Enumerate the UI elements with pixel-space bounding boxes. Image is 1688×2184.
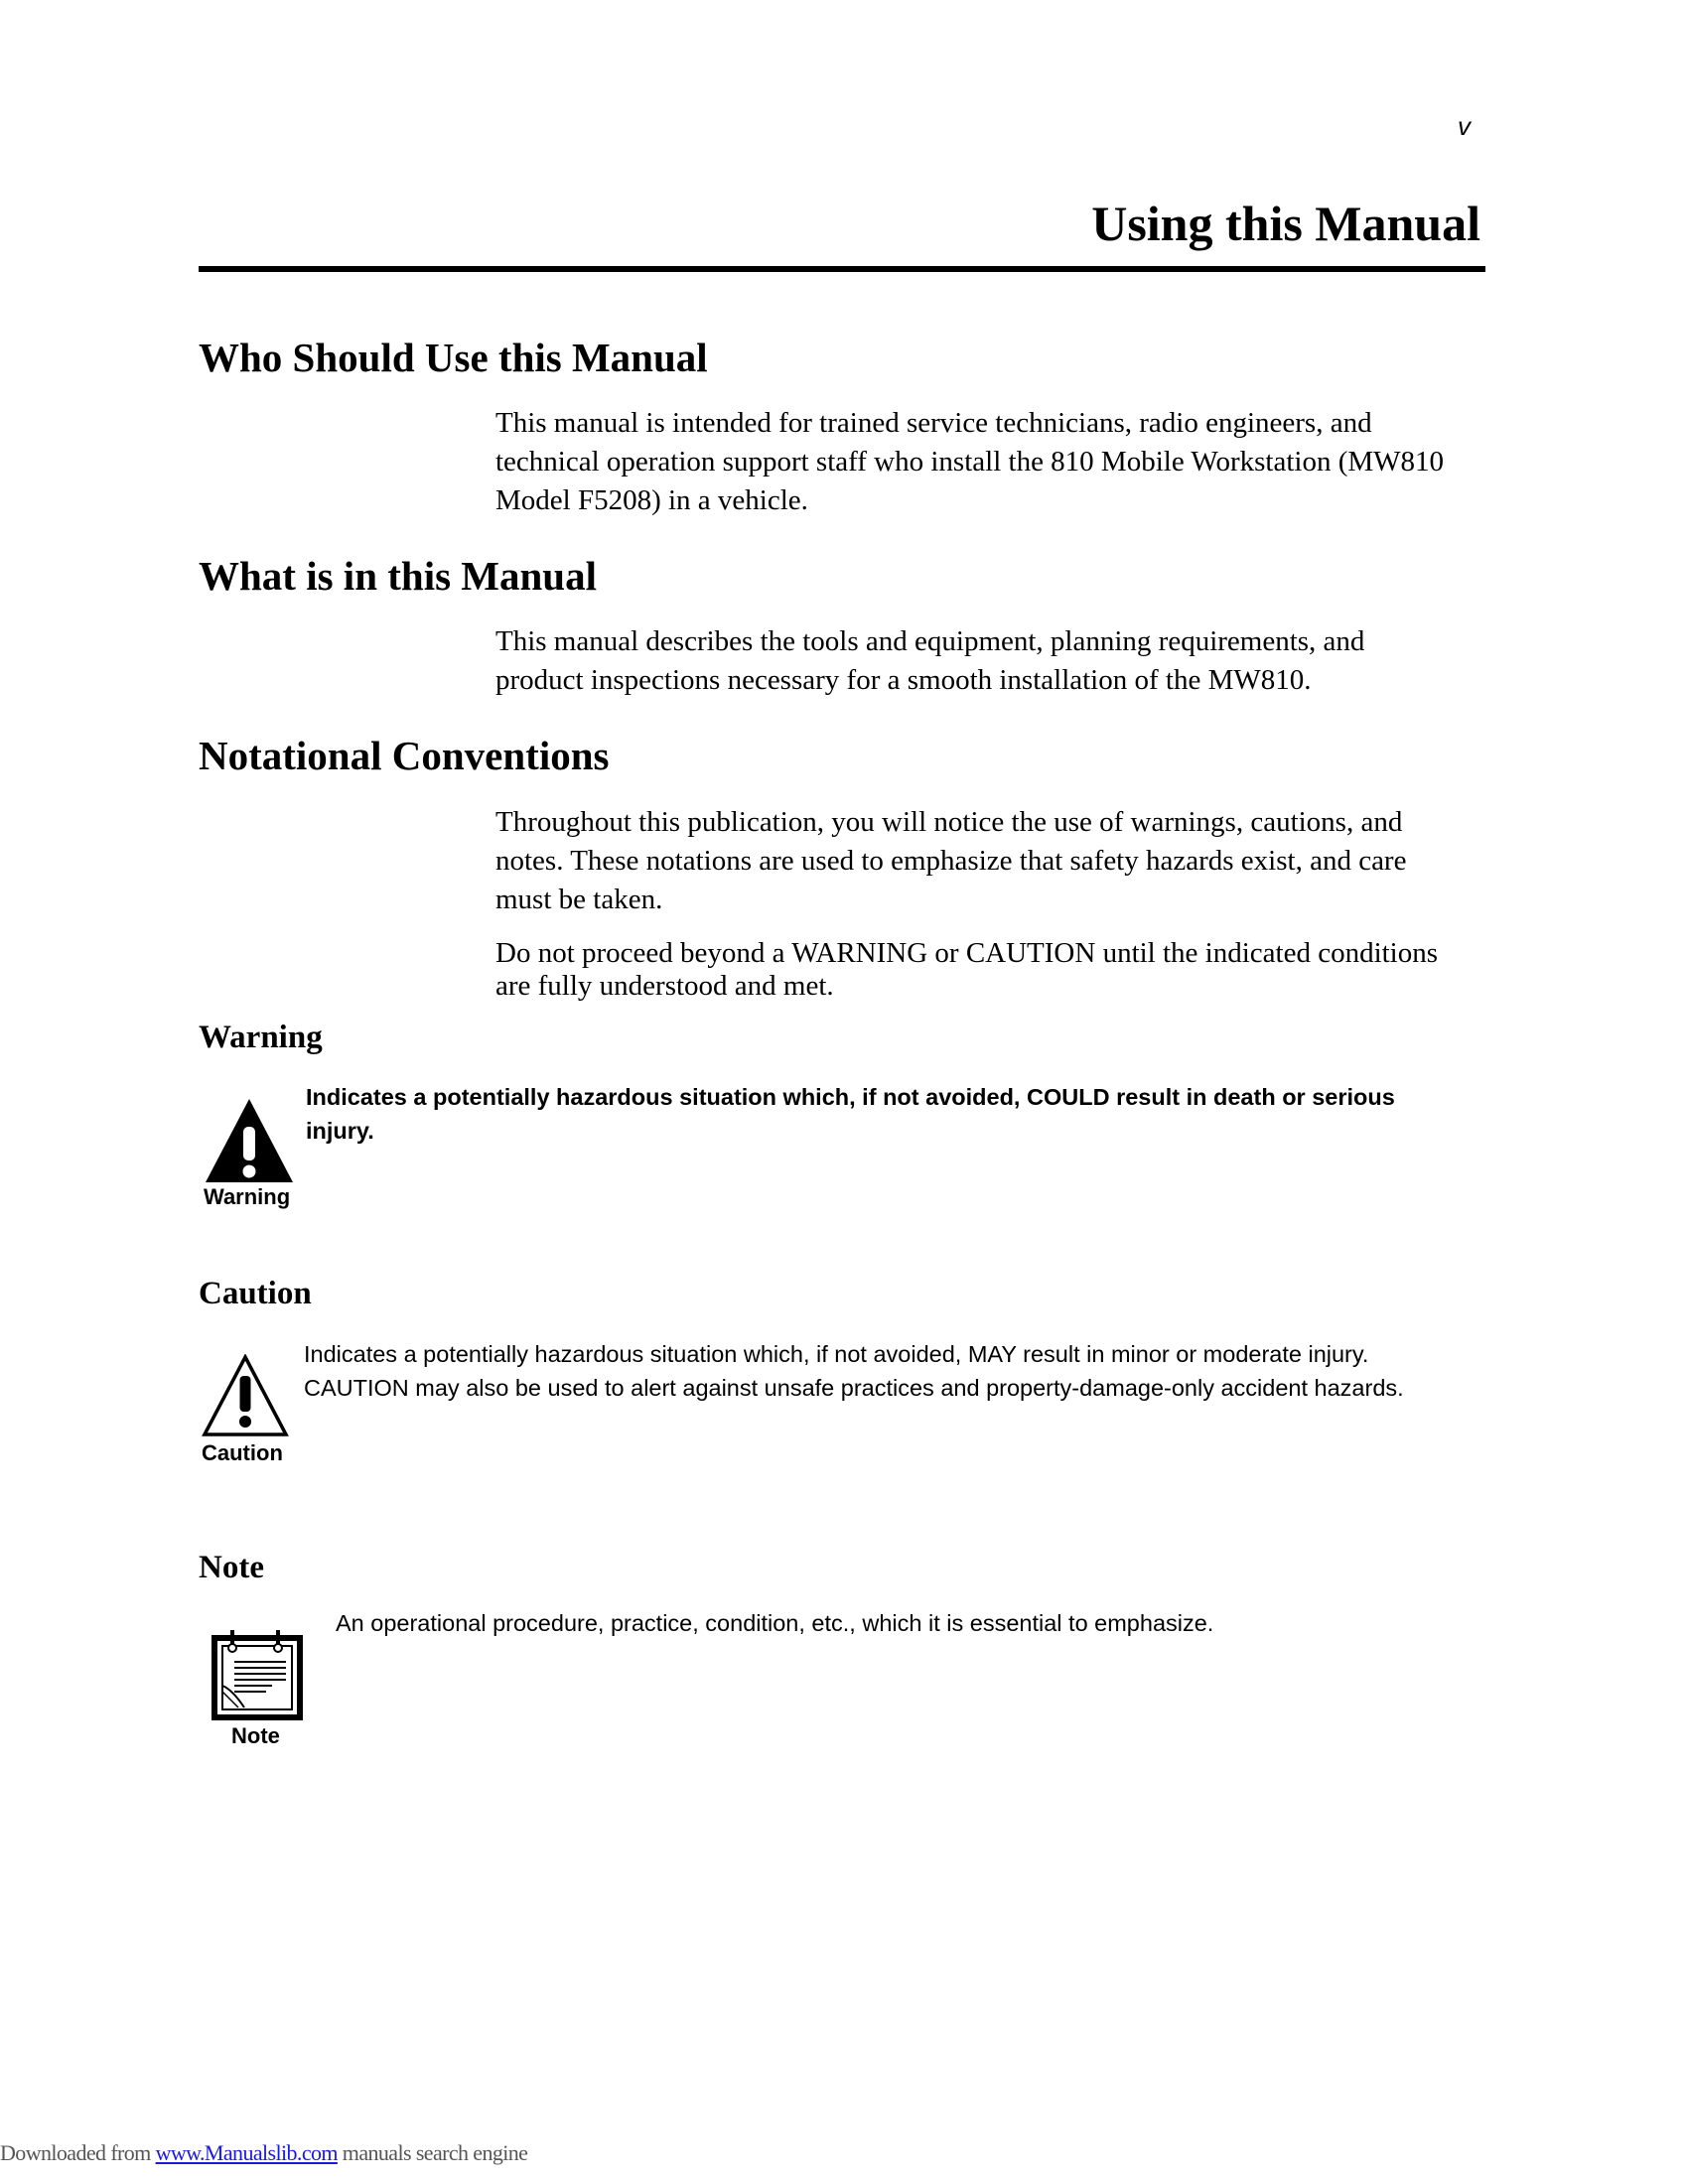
chapter-title: Using this Manual: [1091, 196, 1480, 251]
text-line: This manual describes the tools and equipment, planning requirements, and: [495, 625, 1365, 657]
warning-text: [306, 1080, 1492, 1148]
download-footer: [0, 2140, 527, 2166]
text-line: Throughout this publication, you will notice the use of warnings, cautions, and: [495, 806, 1403, 838]
caution-heading: Caution: [199, 1276, 312, 1311]
page-number: v: [1458, 111, 1471, 141]
text-line: injury.: [306, 1118, 374, 1144]
manualslib-link[interactable]: www.Manualslib.com: [155, 2140, 338, 2165]
text-line: must be taken.: [495, 884, 663, 915]
text-line: Do not proceed beyond a WARNING or CAUTION until the indicated conditions: [495, 937, 1439, 969]
conventions-paragraph-1: [495, 803, 1488, 919]
warning-triangle-icon: [204, 1097, 295, 1184]
text-line: Indicates a potentially hazardous situation which, if not avoided, MAY result in minor or moderate injury.: [304, 1341, 1369, 1367]
text-line: Model F5208) in a vehicle.: [495, 484, 808, 516]
text-line: notes. These notations are used to emphasize that safety hazards exist, and care: [495, 845, 1407, 877]
title-rule: [199, 266, 1485, 272]
what-paragraph: [495, 622, 1488, 700]
footer-prefix: Downloaded from: [0, 2140, 156, 2165]
section-heading-what: What is in this Manual: [199, 553, 597, 599]
warning-icon-label: Warning: [204, 1184, 291, 1209]
conventions-paragraph-2: [495, 937, 1488, 1003]
who-paragraph: [495, 404, 1488, 520]
text-line: product inspections necessary for a smooth installation of the MW810.: [495, 664, 1312, 696]
note-icon-label: Note: [231, 1723, 280, 1748]
text-line: This manual is intended for trained service technicians, radio engineers, and: [495, 407, 1372, 439]
caution-text: [304, 1337, 1495, 1405]
text-line: An operational procedure, practice, condition, etc., which it is essential to emphasize.: [336, 1610, 1214, 1636]
note-text: [336, 1606, 1477, 1640]
section-heading-who: Who Should Use this Manual: [199, 335, 708, 380]
caution-icon-label: Caution: [202, 1440, 283, 1465]
note-heading: Note: [199, 1550, 264, 1585]
text-line: Indicates a potentially hazardous situation which, if not avoided, COULD result in death or serious: [306, 1084, 1395, 1110]
footer-suffix: manuals search engine: [337, 2140, 528, 2165]
caution-triangle-icon: [202, 1354, 289, 1437]
text-line: CAUTION may also be used to alert against unsafe practices and property-damage-only accident hazards.: [304, 1375, 1404, 1401]
notepad-icon: [211, 1628, 306, 1721]
text-line: are fully understood and met.: [495, 970, 834, 1002]
section-heading-conventions: Notational Conventions: [199, 733, 610, 778]
text-line: technical operation support staff who install the 810 Mobile Workstation (MW810: [495, 446, 1445, 478]
warning-heading: Warning: [199, 1020, 323, 1055]
